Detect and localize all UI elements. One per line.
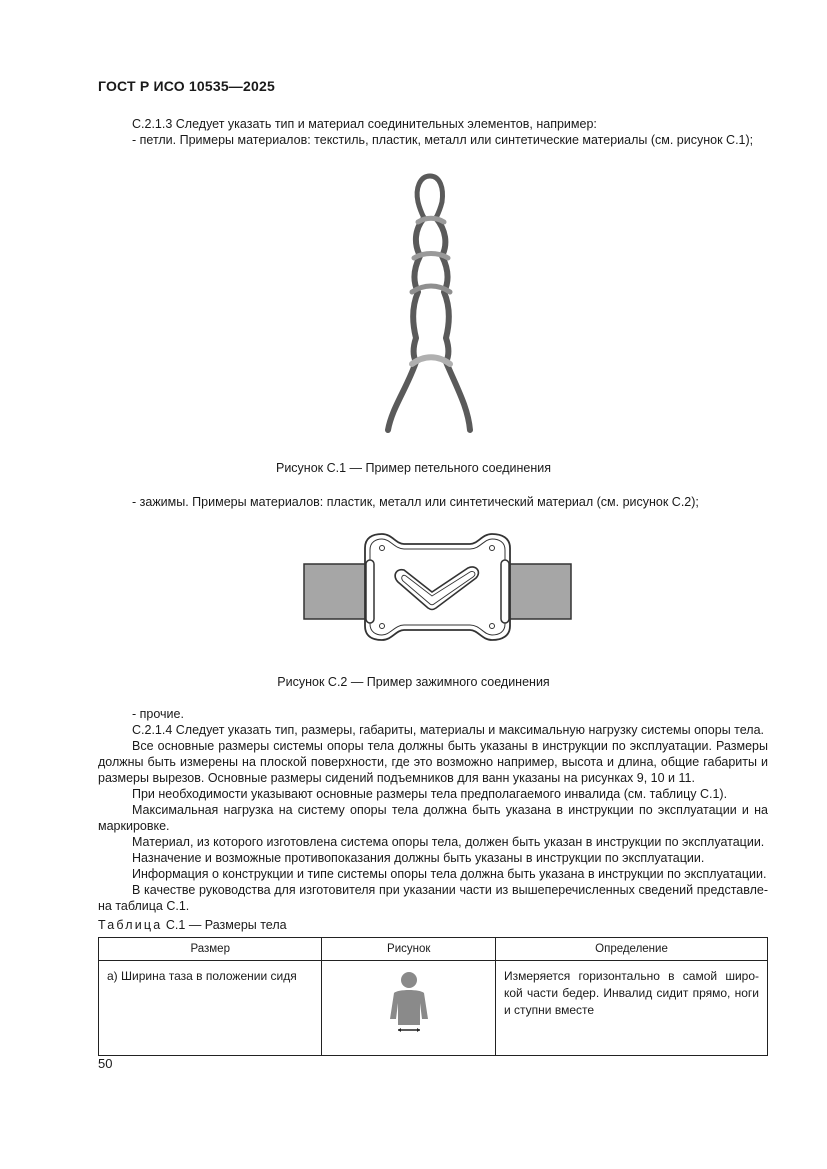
definition-line-1: Измеряется горизонтально в самой широ- xyxy=(504,969,759,983)
c214-line-10: Информация о конструкции и типе системы опоры тела должна быть указана в инструкции по эксплуатации. xyxy=(132,867,767,881)
section-c213-loops: - петли. Примеры материалов: текстиль, пластик, металл или синтетические материалы (см. рисунок С.1); xyxy=(132,133,754,147)
clamps-text: - зажимы. Примеры материалов: пластик, металл или синтетический материал (см. рисунок С.2); xyxy=(132,495,699,509)
column-header-definition: Определение xyxy=(496,938,768,961)
table-c1-title-row xyxy=(98,917,287,934)
c214-line-12: на таблица С.1. xyxy=(98,899,190,913)
figure-c1-loop-connection xyxy=(370,168,500,438)
c214-line-6: Максимальная нагрузка на систему опоры тела должна быть указана в инструкции по эксплуатации и на xyxy=(132,803,768,817)
table-c1-label: Таблица xyxy=(98,918,163,932)
figure-c1-caption: Рисунок С.1 — Пример петельного соединения xyxy=(275,461,551,475)
cell-figure xyxy=(322,961,496,1056)
column-header-figure: Рисунок xyxy=(322,938,496,961)
c214-line-2-wrap xyxy=(132,738,768,755)
figure-c2-caption: Рисунок С.2 — Пример зажимного соединения xyxy=(277,675,550,689)
figure-c2-clamp-connection xyxy=(300,530,575,645)
table-row xyxy=(99,961,768,1056)
definition-line-3: и ступни вместе xyxy=(504,1003,595,1017)
cell-definition xyxy=(496,961,768,1056)
c214-line-3-wrap xyxy=(98,754,768,771)
c214-line-11-wrap xyxy=(132,882,768,899)
section-c213-intro: С.2.1.3 Следует указать тип и материал соединительных элементов, например: xyxy=(132,117,597,131)
page-number: 50 xyxy=(98,1056,113,1071)
document-header: ГОСТ Р ИСО 10535—2025 xyxy=(98,78,275,94)
other-text: - прочие. xyxy=(132,707,184,721)
c214-line-4: размеры вырезов. Основные размеры сидений подъемников для ванн указаны на рисунках 9, 10 и 11. xyxy=(98,771,695,785)
c214-line-5: При необходимости указывают основные размеры тела предполагаемого инвалида (см. таблицу С.1). xyxy=(132,787,728,801)
table-c1 xyxy=(98,937,768,1056)
column-header-size: Размер xyxy=(99,938,322,961)
table-header-row xyxy=(99,938,768,961)
c214-line-7: маркировке. xyxy=(98,819,170,833)
seated-person-hip-width-icon xyxy=(384,969,434,1033)
c214-line-1: С.2.1.4 Следует указать тип, размеры, габариты, материалы и максимальную нагрузку системы опоры тела. xyxy=(132,723,765,737)
c214-line-11: В качестве руководства для изготовителя при указании части из вышеперечисленных сведений представле- xyxy=(132,883,768,897)
c214-line-2: Все основные размеры системы опоры тела должны быть указаны в инструкции по эксплуатации. Размеры xyxy=(132,739,768,753)
c214-line-9: Назначение и возможные противопоказания должны быть указаны в инструкции по эксплуатации. xyxy=(132,851,705,865)
c214-line-6-wrap xyxy=(132,802,768,819)
c214-line-3: должны быть измерены на плоской поверхности, где это возможно например, высота и длина, общие габариты и xyxy=(98,755,768,769)
table-c1-title: С.1 — Размеры тела xyxy=(165,918,287,932)
cell-size: а) Ширина таза в положении сидя xyxy=(99,961,322,1056)
c214-line-8: Материал, из которого изготовлена система опоры тела, должен быть указан в инструкции по эксплуатации. xyxy=(132,835,765,849)
definition-line-2: кой части бедер. Инвалид сидит прямо, ноги xyxy=(504,986,759,1000)
